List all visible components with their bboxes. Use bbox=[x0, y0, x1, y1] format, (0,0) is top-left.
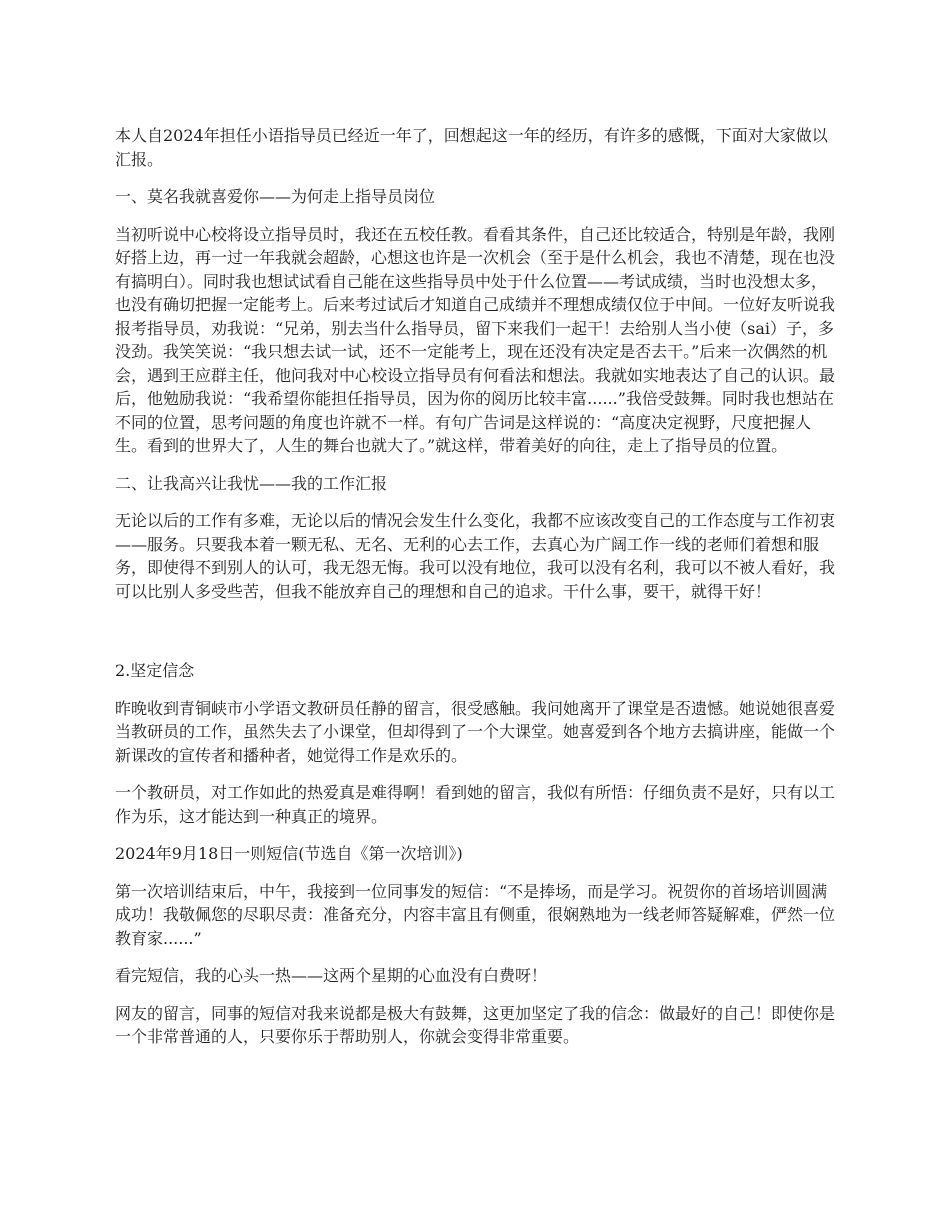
section-1-heading: 一、莫名我就喜爱你——为何走上指导员岗位 bbox=[115, 187, 436, 206]
sms-paragraph: 第一次培训结束后，中午，我接到一位同事发的短信：“不是捧场，而是学习。祝贺你的首场培训圆满成功！我敬佩您的尽职尽责：准备充分，内容丰富且有侧重，很娴熟地为一线老师答疑解难，俨然一位教育家......” bbox=[115, 881, 836, 948]
section-2-paragraph: 无论以后的工作有多难，无论以后的情况会发生什么变化，我都不应该改变自己的工作态度与工作初衷——服务。只要我本着一颗无私、无名、无利的心去工作，去真心为广阔工作一线的老师们着想和服务，即使得不到别人的认可，我无怨无悔。我可以没有地位，我可以没有名利，我可以不被人看好，我可以比别人多受些苦，但我不能放弃自己的理想和自己的追求。干什么事，要干，就得干好！ bbox=[115, 511, 836, 601]
section-2-heading: 二、让我高兴让我忧——我的工作汇报 bbox=[115, 473, 388, 493]
intro-paragraph: 本人自2024年担任小语指导员已经近一年了，回想起这一年的经历，有许多的感慨，下面对大家做以汇报。 bbox=[115, 126, 828, 169]
item-2-paragraph-b: 一个教研员，对工作如此的热爱真是难得啊！看到她的留言，我似有所悟：仔细负责不是好，只有以工作为乐，这才能达到一种真正的境界。 bbox=[115, 783, 836, 826]
sms-heading: 2024年9月18日一则短信(节选自《第一次培训》) bbox=[115, 844, 463, 863]
after-sms-paragraph: 看完短信，我的心头一热——这两个星期的心血没有白费呀！ bbox=[115, 966, 548, 985]
item-2-heading: 2.坚定信念 bbox=[115, 661, 195, 680]
section-1-paragraph: 当初听说中心校将设立指导员时，我还在五校任教。看看其条件，自己还比较适合，特别是年龄，我刚好搭上边，再一过一年我就会超龄，心想这也许是一次机会（至于是什么机会，我也不清楚，现在也没有搞明白）。同时我也想试试看自己能在这些指导员中处于什么位置——考试成绩，当时也没想太多，也没有确切把握一定能考上。后来考过试后才知道自己成绩并不理想成绩仅位于中间。一位好友听说我报考指导员，劝我说：“兄弟，别去当什么指导员，留下来我们一起干！去给别人当小使（sai）子，多没劲。我笑笑说：“我只想去试一试，还不一定能考上，现在还没有决定是否去干。”后来一次偶然的机会，遇到王应群主任，他问我对中心校设立指导员有何看法和想法。我就如实地表达了自己的认识。最后，他勉励我说：“我希望你能担任指导员，因为你的阅历比较丰富......”我倍受鼓舞。同时我也想站在不同的位置，思考问题的角度也许就不一样。有句广告词是这样说的：“高度决定视野，尺度把握人生。看到的世界大了，人生的舞台也就大了。”就这样，带着美好的向往，走上了指导员的位置。 bbox=[115, 224, 836, 455]
section-gap bbox=[115, 617, 840, 659]
item-2-paragraph-a: 昨晚收到青铜峡市小学语文教研员任静的留言，很受感触。我问她离开了课堂是否遗憾。她说她很喜爱当教研员的工作，虽然失去了小课堂，但却得到了一个大课堂。她喜爱到各个地方去搞讲座，能做一个新课改的宣传者和播种者，她觉得工作是欢乐的。 bbox=[115, 698, 836, 765]
document-body bbox=[115, 124, 840, 1063]
conclusion-paragraph: 网友的留言，同事的短信对我来说都是极大有鼓舞，这更加坚定了我的信念：做最好的自己！即使你是一个非常普通的人，只要你乐于帮助别人，你就会变得非常重要。 bbox=[115, 1003, 836, 1046]
